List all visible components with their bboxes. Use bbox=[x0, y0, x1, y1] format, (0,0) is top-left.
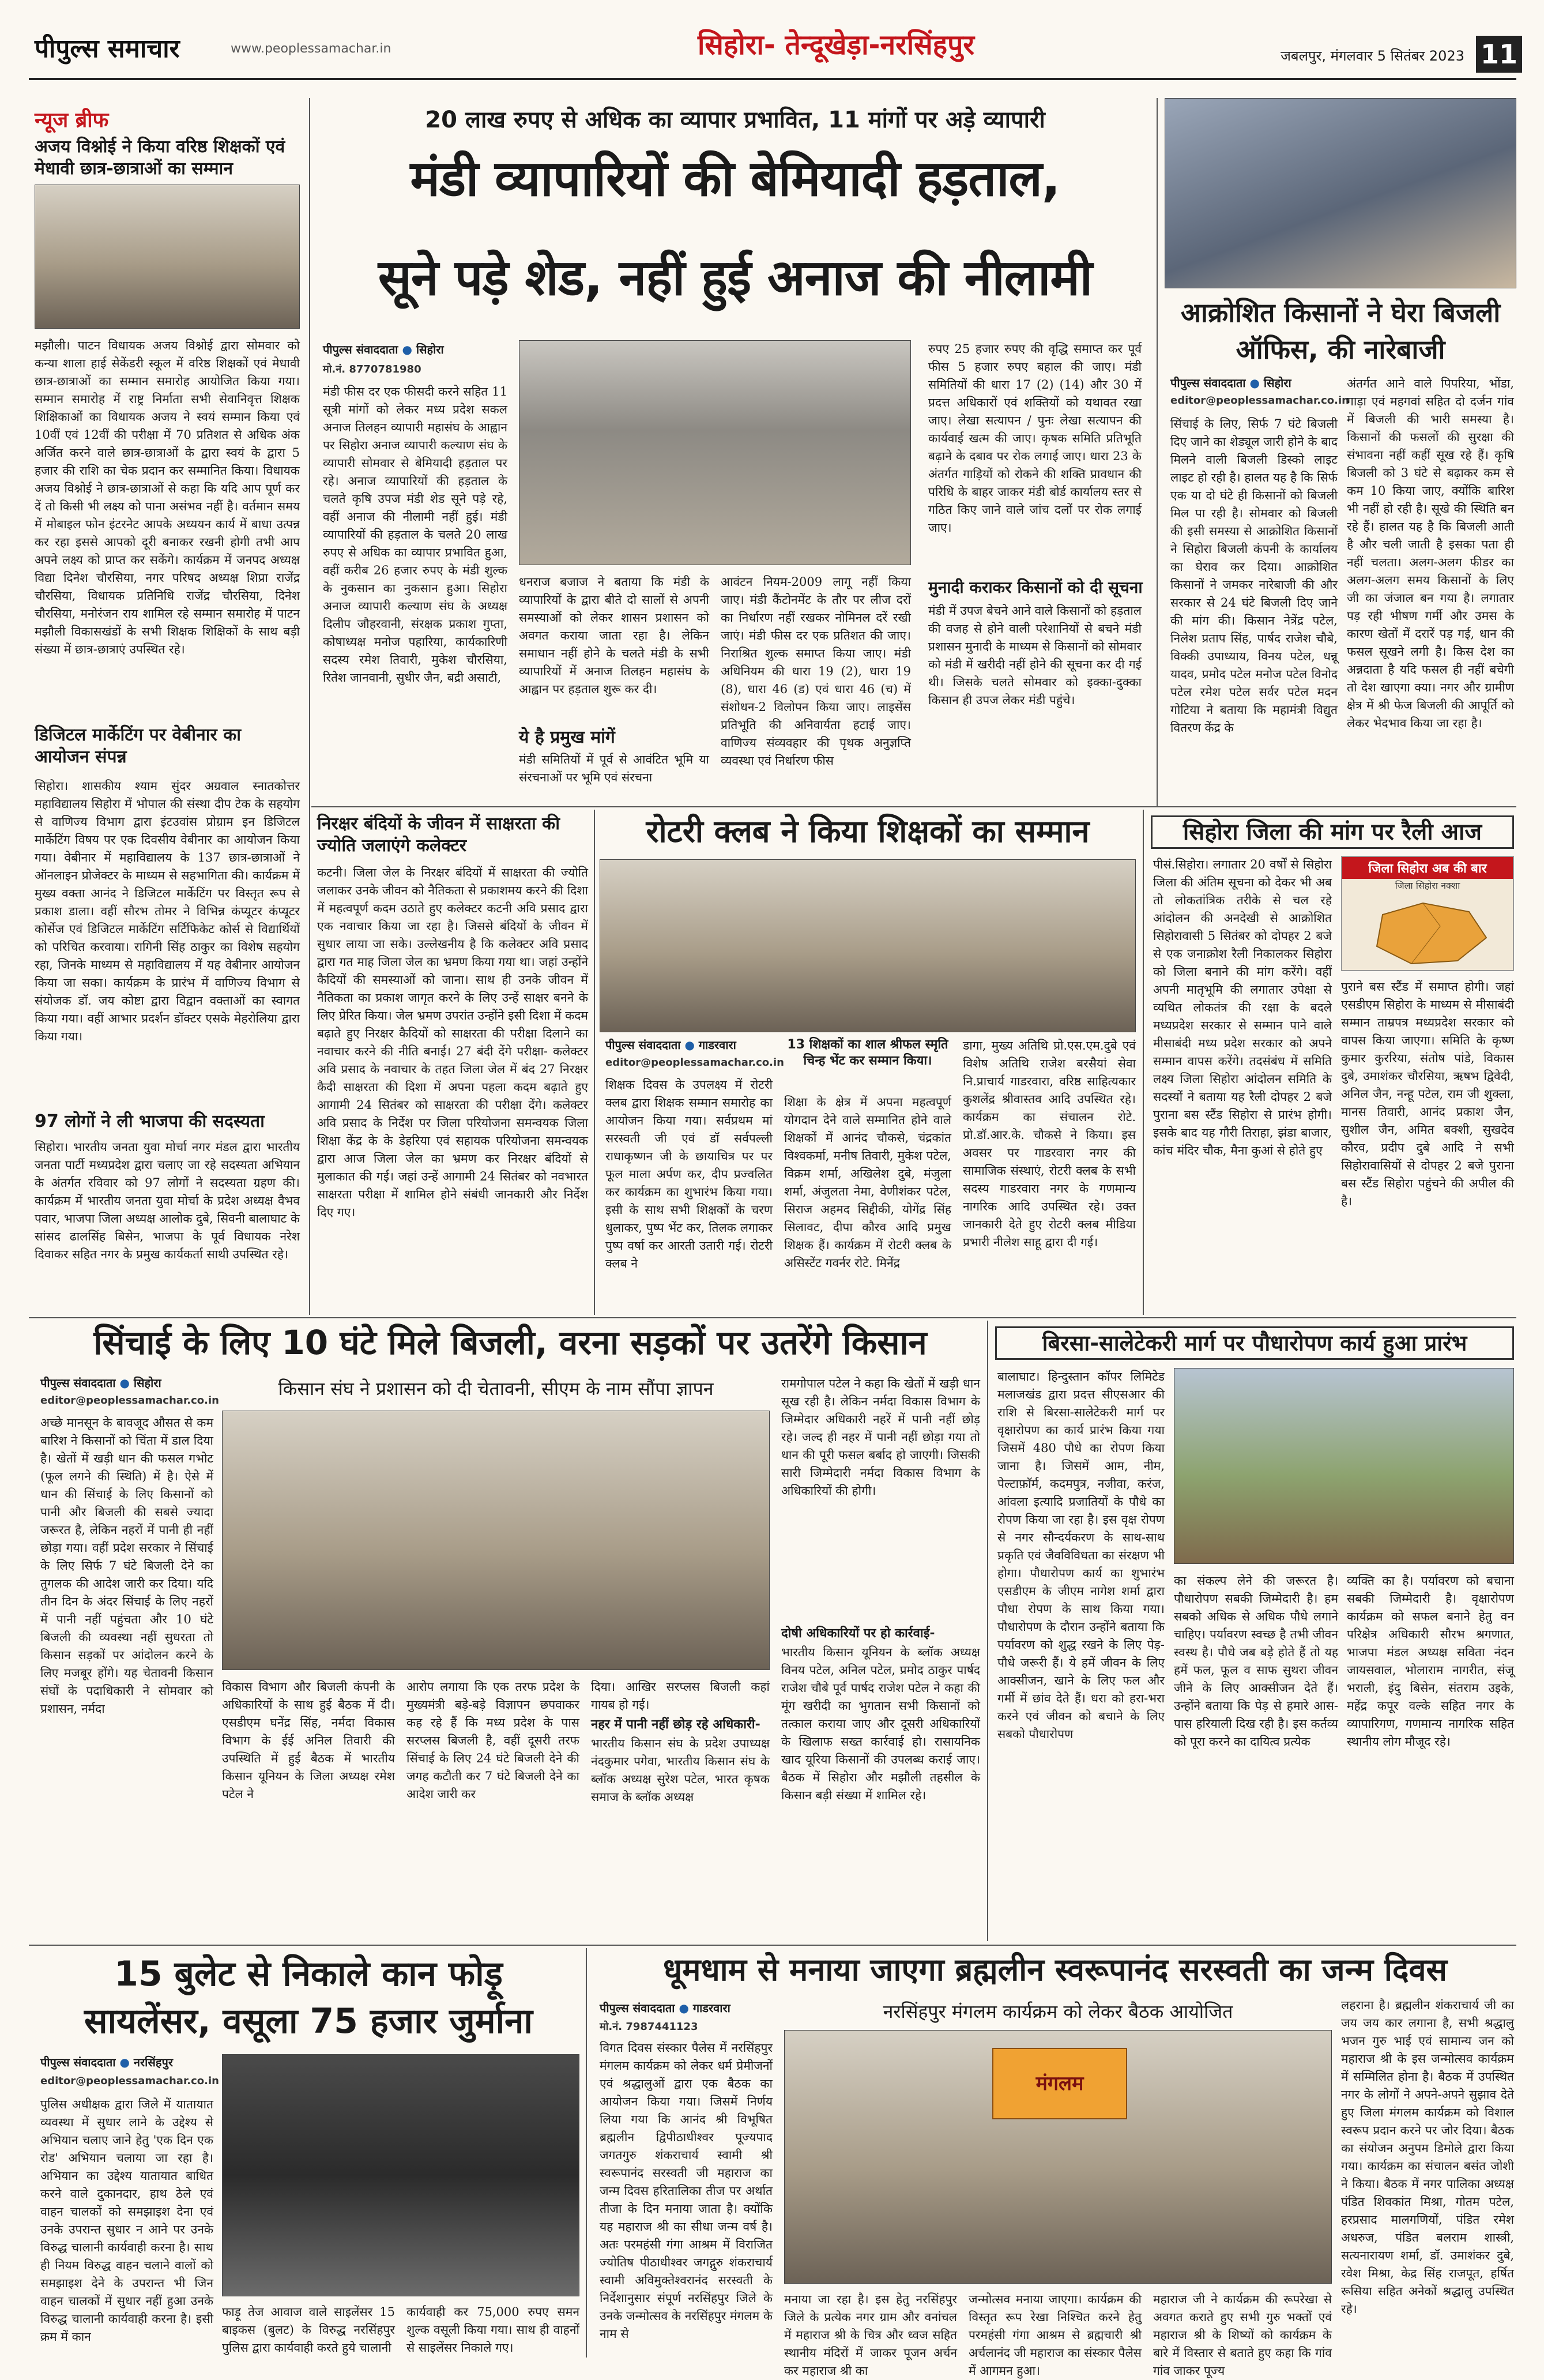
byline-place: सिहोरा bbox=[416, 343, 444, 356]
plantation-column-3: व्यक्ति का है। पर्यावरण को बचाना सबकी जिम्मेदारी है। वृक्षारोपण कार्यक्रम को सफल बनाने हेतु वन परिक्षेत्र अधिकारी सौरभ श्रगणात, भाजपा मंडल अध्यक्ष सविता नंदन जायसवाल, भोलाराम नागरीत, संजू भराली, इंदु बिसेन, संतराम उइके, महेंद्र कपूर वल्के सहित नगर के व्यापारिगण, गणमान्य नागरिक सहित स्थानीय लोग मौजूद रहे। bbox=[1347, 1574, 1514, 1749]
map-banner: जिला सिहोरा अब की बार bbox=[1342, 857, 1513, 879]
bullet-icon: ● bbox=[1249, 376, 1260, 390]
byline-place: नरसिंहपुर bbox=[133, 2055, 173, 2069]
lead-byline bbox=[323, 341, 496, 358]
power-column-2: अंतर्गत आने वाले पिपरिया, भोंडा, गाड़ा एवं महगवां सहित दो दर्जन गांव में बिजली की भारी समस्या है। किसानों की फसलों की सुरक्षा की संभावना नहीं कहीं सूख रहे हैं। कृषि बिजली को 3 घंटे से बढ़ाकर कम से कम 10 किया जाए, क्योंकि बारिश भी नहीं हो रही है। सूखे की स्थिति बन रहे हैं। हालत यह है कि बिजली आती है और चली जाती है इसका पता ही नहीं चलता। अलग-अलग फीडर का अलग-अलग समय किसानों के लिए जी का जंजाल बन गया है। लगातार पड़ रही भीषण गर्मी और उमस के कारण खेतों में दरारें पड़ गई, धान की फसल सूखने लगी है। किस देश का अन्नदाता है यदि फसल ही नहीं बचेगी तो देश खाएगा क्या। नगर और ग्रामीण क्षेत्र में श्री फेज बिजली की आपूर्ति को लेकर भेदभाव किया जा रहा है। bbox=[1347, 377, 1514, 730]
map-shape-icon bbox=[1342, 892, 1513, 972]
prison-body: कटनी। जिला जेल के निरक्षर बंदियों में साक्षरता की ज्योति जलाकर उनके जीवन को नैतिकता से प्रकाशमय करने की दिशा में महत्वपूर्ण कदम उठाते हुए कलेक्टर कटनी अवि प्रसाद द्वारा एक नवाचार किया जा रहा है। जिससे बंदियों के जीवन में सुधार लाया जा सके। उल्लेखनीय है कि कलेक्टर अवि प्रसाद द्वारा गत माह जिला जेल का भ्रमण किया गया था। जहां उन्होंने कैदियों की समस्याओं को जाना। साथ ही उनके जीवन में नैतिकता का प्रकाश जागृत करने के लिए उन्हें साक्षर बनने के लिए प्रेरित किया। जेल भ्रमण उपरांत उन्होंने इसी दिशा में कदम बढ़ाते हुए निरक्षर कैदियों को साक्षरता की परीक्षा दिलाने का नवाचार करने की नीति बनाई। 27 बंदी देंगे परीक्षा- कलेक्टर अवि प्रसाद के नवाचार के तहत जिला जेल में बंद 27 निरक्षर कैदी साक्षरता की दिशा में अपना पहला कदम बढ़ाते हुए आगामी 24 सितंबर को साक्षरता की परीक्षा देंगे। कलेक्टर अवि प्रसाद के निर्देश पर जिला परियोजना समन्वयक जिला शिक्षा केंद्र के के डेहरिया एवं सहायक परियोजना समन्वयक द्वारा आज जिला जेल का भ्रमण कर निरक्षर बंदियों से मुलाकात की गई। जहां उन्हें आगामी 24 सितंबर को नवभारत साक्षरता परीक्षा में शामिल होने संबंधी जानकारी और निर्देश दिए गए। bbox=[317, 866, 588, 1219]
irrigation-email[interactable]: editor@peoplessamachar.co.in bbox=[40, 1394, 219, 1407]
irrigation-column-1: अच्छे मानसून के बावजूद औसत से कम बारिश ने किसानों को चिंता में डाल दिया है। खेतों में खड़ी धान की फसल गभोट (फूल लगने की स्थिति) में है। ऐसे में धान की सिंचाई के लिए किसानों को पानी और बिजली की सबसे ज्यादा जरूरत है, लेकिन नहरों में पानी ही नहीं छोड़ा गया। वहीं प्रदेश सरकार ने सिंचाई के लिए सिर्फ 7 घंटे बिजली देने का तुगलक की आदेश जारी कर दिया। यदि तीन दिन के अंदर सिंचाई के लिए नहरों में पानी नहीं पहुंचता और 10 घंटे बिजली की व्यवस्था नहीं सुधरता तो किसान सड़कों पर आंदोलन करने के लिए मजबूर होंगे। यह चेतावनी किसान संघों के पदाधिकारी ने सोमवार को प्रशासन, नर्मदा bbox=[40, 1416, 213, 1716]
bullet-column-1: पुलिस अधीक्षक द्वारा जिले में यातायात व्यवस्था में सुधार लाने के उद्देश्य से अभियान चलाए जाने हेतु 'एक दिन एक रोड' अभियान चलाया जा रहा है। अभियान का उद्देश्य यातायात बाधित करने वाले दुकानदार, हाथ ठेले एवं वाहन चालकों को समझाइश देना एवं उनके उपरान्त सुधार न आने पर उनके विरुद्ध चालानी कार्यवाही करना है। साथ ही नियम विरुद्ध वाहन चलाने वालों को समझाइश देने के उपरान्त भी जिन वाहन चालकों में सुधार नहीं हुआ उनके विरुद्ध चालानी कार्यवाही करना है। इसी क्रम में कान bbox=[40, 2097, 213, 2344]
lead-mobile: मो.नं. 8770781980 bbox=[323, 363, 421, 375]
brief-body-3: सिहोरा। भारतीय जनता युवा मोर्चा नगर मंडल द्वारा भारतीय जनता पार्टी मध्यप्रदेश द्वारा चलाए जा रहे सदस्यता अभियान के अंतर्गत रविवार को 97 लोगों ने सदस्यता ग्रहण की। कार्यक्रम में भारतीय जनता युवा मोर्चा के प्रदेश अध्यक्ष वैभव पवार, भाजपा जिला अध्यक्ष आलोक दुबे, सिवनी बालाघाट के सांसद ढालसिंह बिसेन, भाजपा के पूर्व विधायक नरेश दिवाकर सहित नगर के प्रमुख कार्यकर्ता साथी उपस्थित रहे। bbox=[35, 1140, 300, 1261]
prison-headline: निरक्षर बंदियों के जीवन में साक्षरता की ज्योति जलाएंगे कलेक्टर bbox=[317, 814, 560, 856]
newspaper-logo: पीपुल्स समाचार bbox=[35, 34, 180, 63]
byline-name: पीपुल्स संवाददाता bbox=[1170, 376, 1246, 390]
bullet-email[interactable]: editor@peoplessamachar.co.in bbox=[40, 2075, 219, 2087]
brief-body-2: सिहोरा। शासकीय श्याम सुंदर अग्रवाल स्नातकोत्तर महाविद्यालय सिहोरा में भोपाल की संस्था दीप टेक के सहयोग से वाणिज्य विभाग द्वारा इंटउवांस प्रोग्राम इन डिजिटल मार्केटिंग विषय पर एक दिवसीय वेबीनार का आयोजन किया गया। वेबीनार में महाविद्यालय के 137 छात्र-छात्राओं ने ऑनलाइन प्रोजेक्टर के माध्यम से सहभागिता की। कार्यक्रम में मुख्य वक्ता आनंद ने डिजिटल मार्केटिंग पर विस्तृत रूप से प्रकाश डाला। वहीं सौरभ तोमर ने विभिन्न कंप्यूटर कंप्यूटर कोर्सेज एवं डिजिटल मार्केटिंग सर्टिफिकेट कोर्स से विद्यार्थियों को परिचित करवाया। रागिनी सिंह ठाकुर का विशेष सहयोग रहा, जिनके माध्यम से महाविद्यालय में यह वेबीनार आयोजन किया जा सका। कार्यक्रम के प्रारंभ में वाणिज्य विभाग से संयोजक डॉ. जय कोष्टा द्वारा विद्वान वक्ताओं का स्वागत किया गया। वहीं आभार प्रदर्शन डॉक्टर एसके मेहरोलिया द्वारा किया गया। bbox=[35, 779, 300, 1043]
irrigation-column-5b: भारतीय किसान यूनियन के ब्लॉक अध्यक्ष विनय पटेल, अनिल पटेल, प्रमोद ठाकुर पार्षद राजेश चौबे पूर्व पार्षद राजेश पटेल ने कहा की मूंग खरीदी का भुगतान सभी किसानों को तत्काल कराया जाए और दूसरी अधिकारियों के खिलाफ सख्त कार्रवाई हो। रासायनिक खाद यूरिया किसानों की उपलब्ध कराई जाए। बैठक में सिहोरा और मझौली तहसील के किसान बड़ी संख्या में शामिल रहे। bbox=[781, 1645, 980, 1802]
swaroop-column-1: विगत दिवस संस्कार पैलेस में नरसिंहपुर मंगलम कार्यक्रम को लेकर धर्म प्रेमीजनों एवं श्रद्धालुओं द्वारा एक बैठक का आयोजन किया गया। जिसमें निर्णय लिया गया कि आनंद श्री विभूषित ब्रह्मलीन द्विपीठाधीश्वर पूज्यपाद जगतगुरु शंकराचार्य स्वामी श्री स्वरूपानंद सरस्वती जी महाराज का जन्म दिवस हरितालिका तीज पर अर्थात तीजा के दिन मनाया जाता है। क्योंकि यह महाराज श्री का सीधा जन्म वर्ष है। अतः परमहंसी गंगा आश्रम में विराजित ज्योतिष पीठाधीश्वर जगद्गुरु शंकराचार्य स्वामी अविमुक्तेश्वरानंद सरस्वती के निर्देशानुसार संपूर्ण नरसिंहपुर जिले के उनके जन्मोत्सव के नरसिंहपुर मंगलम के नाम से bbox=[600, 2041, 773, 2341]
rotary-column-2: शिक्षा के क्षेत्र में अपना महत्वपूर्ण योगदान देने वाले सम्मानित होने वाले शिक्षकों में आनंद चौकसे, चंद्रकांत विश्वकर्मा, मनीष तिवारी, मुकेश पटेल, विक्रम शर्मा, अखिलेश दुबे, मंजुला शर्मा, अंजुलता नेमा, वेणीशंकर पटेल, सिराज अहमद सिद्दीकी, योगेंद्र सिंह सिलावट, दीपा कौरव आदि प्रमुख शिक्षक हैं। कार्यक्रम में रोटरी क्लब के असिस्टेंट गवर्नर रोटे. मिनेंद्र bbox=[784, 1095, 951, 1270]
byline-name: पीपुल्स संवाददाता bbox=[323, 343, 398, 356]
plantation-headline: बिरसा-सालेटेकरी मार्ग पर पौधारोपण कार्य हुआ प्रारंभ bbox=[995, 1326, 1514, 1360]
bullet-byline bbox=[40, 2054, 213, 2070]
rally-column-2: पुराने बस स्टैंड में समाप्त होगी। जहां एसडीएम सिहोरा के माध्यम से मीसाबंदी सम्मान ताम्रपत्र मध्यप्रदेश सरकार को वापस किया जाएगा। समिति के कृष्ण कुमार कुररिया, संतोष पांडे, विकास दुबे, उमाशंकर चौरसिया, ऋषभ द्विवेदी, अनिल जैन, नन्हू पटेल, राम जी शुक्ला, मानस तिवारी, आनंद प्रकाश जैन, सुशील जैन, अमित बक्शी, सुखदेव कौरव, प्रदीप दुबे आदि ने सभी सिहोरावासियों से दोपहर 2 बजे पुराना बस स्टैंड सिहोरा पहुंचने की अपील की है। bbox=[1341, 980, 1514, 1208]
lead-column-4: रुपए 25 हजार रुपए की वृद्धि समाप्त कर पूर्व फीस 5 हजार रुपए बहाल की जाए। मंडी समितियों की धारा 17 (2) (14) और 30 में प्रदत्त अधिकारों एवं शक्तियों को यथावत रखा जाए। लेखा सत्यापन / पुनः लेखा सत्यापन की कार्यवाई खत्म की जाए। कृषक समिति प्रतिभूति बढ़ाने के दबाव पर रोक लगाई जाए। धारा 23 के अंतर्गत गाड़ियों को रोकने की शक्ति प्रावधान की परिधि के बाहर जाकर मंडी बोर्ड कार्यालय स्तर से गठित किए जाने वाले जांच दलों पर रोक लगाई जाए। bbox=[928, 342, 1142, 535]
sihora-district-map bbox=[1341, 856, 1514, 971]
page-number: 11 bbox=[1476, 36, 1522, 73]
bullet-icon: ● bbox=[684, 1038, 695, 1052]
irrigation-column-4: दिया। आखिर सरप्लस बिजली कहां गायब हो गई। bbox=[591, 1680, 770, 1712]
rally-headline: सिहोरा जिला की मांग पर रैली आज bbox=[1151, 815, 1514, 849]
news-brief-tag: न्यूज ब्रीफ bbox=[35, 108, 109, 132]
plantation-photo bbox=[1174, 1368, 1514, 1564]
bullet-icon: ● bbox=[119, 2055, 130, 2069]
section-title: सिहोरा- तेन्दूखेड़ा-नरसिंहपुर bbox=[697, 29, 974, 61]
lead-column-2b: मंडी समितियों में पूर्व से आवंटित भूमि या संरचनाओं पर भूमि एवं संरचना bbox=[519, 753, 709, 784]
rotary-column-3: डागा, मुख्य अतिथि प्रो.एस.एम.दुबे एवं विशेष अतिथि राजेश बरसैयां सेवा नि.प्राचार्य गाडरवारा, वरिष्ठ साहित्यकार कुशलेंद्र श्रीवास्तव आदि उपस्थित रहे। कार्यक्रम का संचालन रोटे. प्रो.डॉ.आर.के. चौकसे ने किया। इस अवसर पर गाडरवारा नगर की सामाजिक संस्थाएं, रोटरी क्लब के सभी सदस्य गाडरवारा नगर के गणमान्य नागरिक आदि उपस्थित रहे। उक्त जानकारी देते हुए रोटरी क्लब मीडिया प्रभारी नीलेश साहू द्वारा दी गई। bbox=[963, 1039, 1136, 1249]
swaroop-column-2: मनाया जा रहा है। इस हेतु नरसिंहपुर जिले के प्रत्येक नगर ग्राम और वनांचल में महाराज श्री के चित्र और ध्वज सहित स्थानीय मंदिरों में जाकर पूजन अर्चन कर महाराज श्री का bbox=[784, 2292, 957, 2378]
rotary-email[interactable]: editor@peoplessamachar.co.in bbox=[605, 1056, 784, 1069]
irrigation-subhead-canal: नहर में पानी नहीं छोड़ रहे अधिकारी- bbox=[591, 1717, 760, 1732]
byline-name: पीपुल्स संवाददाता bbox=[40, 1376, 116, 1390]
bullet-headline-line1: 15 बुलेट से निकाले कान फोड़ू bbox=[114, 1954, 503, 1994]
irrigation-byline bbox=[40, 1375, 213, 1391]
lead-headline-line1: मंडी व्यापारियों की बेमियादी हड़ताल, bbox=[410, 150, 1060, 208]
lead-headline-line2: सूने पड़े शेड, नहीं हुई अनाज की नीलामी bbox=[378, 249, 1093, 307]
lead-column-3: आवंटन नियम-2009 लागू नहीं किया जाए। मंडी कैंटोनमेंट के तौर पर लीज दरों का निर्धारण नहीं रखकर नोमिनल दरें रखी जाएं। मंडी फीस दर एक प्रतिशत की जाए। निराश्रित शुल्क समाप्त किया जाए। मंडी अधिनियम की धारा 19 (2), धारा 19 (8), धारा 46 (ड) एवं धारा 46 (च) में संशोधन-2 विलोपन किया जाए। लाइसेंस प्रतिभूति की अनिवार्यता हटाई जाए। वाणिज्य संव्यवहार की पृथक अनुज्ञप्ति व्यवस्था एवं निर्धारण फीस bbox=[721, 575, 911, 768]
irrigation-headline: सिंचाई के लिए 10 घंटे मिले बिजली, वरना सड़कों पर उतरेंगे किसान bbox=[93, 1323, 927, 1362]
swaroop-byline bbox=[600, 2000, 773, 2016]
rotary-column-1: शिक्षक दिवस के उपलक्ष्य में रोटरी क्लब द्वारा शिक्षक सम्मान समारोह का आयोजन किया गया। सर्वप्रथम मां सरस्वती जी एवं डॉ सर्वपल्ली राधाकृष्णन जी के छायाचित्र पर पर फूल माला अर्पण कर, दीप प्रज्वलित कर कार्यक्रम का शुभारंभ किया गया। इसी के साथ सभी शिक्षकों के चरण धुलाकर, पुष्प भेंट कर, तिलक लगाकर पुष्प वर्षा कर आरती उतारी गई। रोटरी क्लब ने bbox=[605, 1078, 773, 1270]
irrigation-column-2: विकास विभाग और बिजली कंपनी के अधिकारियों के साथ हुई बैठक में दी। एसडीएम घनेंद्र सिंह, नर्मदा विकास विभाग के ईई अनिल तिवारी की उपस्थिति में हुई बैठक में भारतीय किसान यूनियन के जिला अध्यक्ष रमेश पटेल ने bbox=[222, 1680, 395, 1801]
felicitation-photo bbox=[35, 185, 300, 329]
rotary-byline bbox=[605, 1037, 778, 1053]
byline-name: पीपुल्स संवाददाता bbox=[40, 2055, 116, 2069]
lead-column-1: मंडी फीस दर एक फीसदी करने सहित 11 सूत्री मांगों को लेकर मध्य प्रदेश सकल अनाज तिलहन व्यापारी महासंघ के आह्वान पर सिहोरा अनाज व्यापारी कल्याण संघ के व्यापारी सोमवार से बेमियादी हड़ताल पर रहे। अनाज व्यापारियों की हड़ताल के चलते कृषि उपज मंडी शेड सूने पड़े रहे, वहीं अनाज की नीलामी नहीं हुई। मंडी व्यापारियों की हड़ताल के चलते 20 लाख रुपए से अधिक का व्यापार प्रभावित हुआ, वहीं करीब 26 हजार रुपए के मंडी शुल्क के नुकसान का नुकसान हुआ। सिहोरा अनाज व्यापारी कल्याण संघ के अध्यक्ष दिलीप जौहरवानी, संरक्षक प्रकाश गुप्ता, कोषाध्यक्ष मनोज पहारिया, कार्यकारिणी सदस्य रमेश तिवारी, मुकेश चौरसिया, रितेश जानवानी, सुधीर जैन, बद्री असाटी, bbox=[323, 385, 507, 685]
irrigation-subhead-action: दोषी अधिकारियों पर हो कार्रवाई- bbox=[781, 1626, 935, 1641]
rotary-headline: रोटरी क्लब ने किया शिक्षकों का सम्मान bbox=[646, 813, 1090, 849]
bullet-column-2: कार्यवाही कर 75,000 रुपए समन शुल्क वसूली किया गया। साथ ही वाहनों से साइलेंसर निकाले गए। bbox=[406, 2305, 579, 2355]
rally-column-1: पीसं.सिहोरा। लगातार 20 वर्षों से सिहोरा जिला की अंतिम सूचना को देकर भी अब तो लोकतांत्रिक तरीके से चल रहे आंदोलन की अनदेखी से आक्रोशित सिहोरावासी 5 सितंबर को दोपहर 2 बजे से एक जनाक्रोश रैली निकालकर सिहोरा को जिला बनाने की मांग करेंगे। वहीं अपनी मातृभूमि की लगातार उपेक्षा से व्यथित लोकतंत्र की रक्षा के बदले मध्यप्रदेश सरकार से सम्मान पाने वाले मीसाबंदी मध्य प्रदेश सरकार को अपने सम्मान वापस करेंगे। तदसंबंध में समिति लक्ष्य जिला सिहोरा आंदोलन समिति के सदस्यों ने बताया यह रैली दोपहर 2 बजे पुराना बस स्टैंड सिहोरा से प्रारंभ होगी। इसके बाद यह गौरी तिराहा, झंडा बाजार, कांच मंदिर चौक, मैना कुआं से होते हुए bbox=[1153, 858, 1332, 1157]
bullet-icon: ● bbox=[119, 1376, 130, 1390]
seized-bikes-photo bbox=[222, 2054, 579, 2296]
byline-place: गाडरवारा bbox=[692, 2001, 730, 2015]
empty-mandi-shed-photo bbox=[519, 340, 911, 565]
farmers-protest-photo bbox=[1165, 98, 1516, 288]
mangalam-banner: मंगलम bbox=[992, 2048, 1127, 2119]
website-url[interactable]: www.peoplessamachar.in bbox=[231, 42, 391, 56]
lead-kicker: 20 लाख रुपए से अधिक का व्यापार प्रभावित, 11 मांगों पर अड़े व्यापारी bbox=[425, 107, 1045, 133]
swaroop-column-3: जन्मोत्सव मनाया जाएगा। कार्यक्रम की विस्तृत रूप रेखा निश्चित करने हेतु परमहंसी गंगा आश्रम से ब्रह्मचारी श्री अर्चलानंद जी महाराज का संस्कार पैलेस में आगमन हुआ। bbox=[969, 2292, 1142, 2378]
irrigation-column-3: आरोप लगाया कि एक तरफ प्रदेश के मुख्यमंत्री बड़े-बड़े विज्ञापन छपवाकर कह रहे हैं कि मध्य प्रदेश के पास सरप्लस बिजली है, वहीं दूसरी तरफ सिंचाई के लिए 24 घंटे बिजली देने की जगह कटौती कर 7 घंटे बिजली देने का आदेश जारी कर bbox=[406, 1680, 579, 1801]
plantation-column-1: बालाघाट। हिन्दुस्तान कॉपर लिमिटेड मलाजखंड द्वारा प्रदत्त सीएसआर की राशि से बिरसा-सालेटेकरी मार्ग पर वृक्षारोपण का कार्य प्रारंभ किया गया जिसमें 480 पौधे का रोपण किया जाना है। जिसमें आम, नीम, पेल्टाफ़ाॅर्म, कदमपुत्र, नजीवा, करंज, आंवला इत्यादि प्रजातियों के पौधे का रोपण किया जा रहा है। इस वृक्ष रोपण से नगर सौन्दर्यकरण के साथ-साथ प्रकृति एवं जैवविविधता का संरक्षण भी होगा। पौधारोपण कार्य का शुभारंभ एसडीएम के जीएम नागेश शर्मा द्वारा पौधा रोपण के साथ किया गया। पौधारोपण के दौरान उन्होंने बताया कि पर्यावरण को शुद्ध रखने के लिए पेड़-पौधे जरूरी हैं। ये हमें जीवन के लिए आक्सीजन, खाने के लिए फल और गर्मी में छांव देते हैं। धरा को हरा-भरा करने एवं जीवन को बचाने के लिए सबको पौधारोपण bbox=[997, 1370, 1165, 1741]
byline-place: गाडरवारा bbox=[698, 1038, 736, 1052]
byline-place: सिहोरा bbox=[133, 1376, 161, 1390]
rotary-caption: 13 शिक्षकों का शाल श्रीफल स्मृति चिन्ह भेंट कर सम्मान किया। bbox=[787, 1037, 948, 1068]
swaroop-subheadline: नरसिंहपुर मंगलम कार्यक्रम को लेकर बैठक आयोजित bbox=[883, 2001, 1233, 2022]
lead-column-2: धनराज बजाज ने बताया कि मंडी के व्यापारियों के द्वारा बीते दो सालों से अपनी समस्याओं को लेकर शासन प्रशासन को अवगत कराया जाता रहा है। लेकिन समाधान नहीं होने के चलते मंडी के सभी व्यापारियों में अनाज तिलहन महासंघ के आह्वान पर हड़ताल शुरू कर दी। bbox=[519, 575, 709, 696]
byline-name: पीपुल्स संवाददाता bbox=[605, 1038, 681, 1052]
meeting-photo bbox=[222, 1411, 770, 1670]
power-email[interactable]: editor@peoplessamachar.co.in bbox=[1170, 394, 1349, 407]
swaroop-column-5: लहराना है। ब्रह्मलीन शंकराचार्य जी का जय जय कार लगाना है, सभी श्रद्धालु भजन गुरु भाई एवं सामान्य जन को महाराज श्री के इस जन्मोत्सव कार्यक्रम में सम्मिलित होना है। बैठक में उपस्थित नगर के लोगों ने अपने-अपने सुझाव देते हुए जिला मंगलम कार्यक्रम को विशाल स्वरूप प्रदान करने पर जोर दिया। बैठक का संयोजन अनुपम डिमोले द्वारा किया गया। कार्यक्रम का संचालन बसंत जोशी ने किया। बैठक में नगर पालिका अध्यक्ष पंडित शिवकांत मिश्रा, गोतम पटेल, हरप्रसाद मालगणियों, पंडित रमेश अधरुज, पंडित बलराम शास्त्री, सत्यनारायण शर्मा, डॉ. उमाशंकर दुबे, रवेश मिश्रा, केद्र सिंह राजपूत, हर्षित रूसिया सहित अनेकों श्रद्धालु उपस्थित रहे। bbox=[1341, 1998, 1514, 2316]
map-sublabel: जिला सिहोरा नक्शा bbox=[1395, 880, 1460, 891]
power-byline bbox=[1170, 375, 1343, 391]
swaroop-headline: धूमधाम से मनाया जाएगा ब्रह्मलीन स्वरूपानंद सरस्वती का जन्म दिवस bbox=[662, 1952, 1448, 1988]
brief-headline-2: डिजिटल मार्केटिंग पर वेबीनार का आयोजन संपन्न bbox=[35, 725, 242, 767]
swaroop-column-4: महाराज जी ने कार्यक्रम की रूपरेखा से अवगत कराते हुए सभी गुरु भक्तों एवं महाराज श्री के शिष्यों को कार्यक्रम के बारे में विस्तार से बताते हुए कहा कि गांव गांव जाकर पूज्य bbox=[1153, 2292, 1332, 2378]
irrigation-column-4b: भारतीय किसान संघ के प्रदेश उपाध्यक्ष नंदकुमार पगेवा, भारतीय किसान संघ के ब्लॉक अध्यक्ष सुरेश पटेल, भारत कृषक समाज के ब्लॉक अध्यक्ष bbox=[591, 1736, 770, 1804]
swaroop-meeting-photo bbox=[784, 2030, 1332, 2284]
byline-place: सिहोरा bbox=[1263, 376, 1291, 390]
plantation-column-2: का संकल्प लेने की जरूरत है। पौधारोपण सबकी जिम्मेदारी है। हम सबको अधिक से अधिक पौधे लगाने चाहिए। पर्यावरण स्वच्छ है तभी जीवन स्वस्थ है। पौधे जब बड़े होते हैं तो यह हमें फल, फूल व साफ सुथरा जीवन जीने के लिए आक्सीजन देते हैं। उन्होंने बताया कि पेड़ से हमारे आस-पास हरियाली दिख रही है। इस कर्तव्य को पूरा करने का दायित्व प्रत्येक bbox=[1174, 1574, 1338, 1749]
bullet-headline-line2: सायलेंसर, वसूला 75 हजार जुर्माना bbox=[84, 2001, 533, 2041]
lead-column-4b: मंडी में उपज बेचने आने वाले किसानों को हड़ताल की वजह से होने वाली परेशानियों से बचने मंडी प्रशासन मुनादी के माध्यम से किसानों को सोमवार को मंडी में खरीदी नहीं होने की सूचना कर दी गई थी। जिसके चलते सोमवार को इक्का-दुक्का किसान ही उपज लेकर मंडी पहुंचे। bbox=[928, 604, 1142, 707]
bullet-icon: ● bbox=[679, 2001, 689, 2015]
lead-subhead-demands: ये है प्रमुख मांगें bbox=[519, 727, 615, 747]
swaroop-mobile: मो.नं. 7987441123 bbox=[600, 2021, 698, 2033]
rotary-group-photo bbox=[600, 859, 1136, 1032]
irrigation-column-5: रामगोपाल पटेल ने कहा कि खेतों में खड़ी धान सूख रही है। लेकिन नर्मदा विकास विभाग के जिम्मेदार अधिकारी नहरें में पानी नहीं छोड़ रहे। जल्द ही नहर में पानी नहीं छोड़ा गया तो धान की पूरी फसल बर्बाद हो जाएगी। जिसकी सारी जिम्मेदारी नर्मदा विकास विभाग के अधिकारियों की होगी। bbox=[781, 1377, 980, 1498]
byline-name: पीपुल्स संवाददाता bbox=[600, 2001, 675, 2015]
lead-subhead-notice: मुनादी कराकर किसानों को दी सूचना bbox=[928, 578, 1143, 597]
bullet-icon: ● bbox=[402, 343, 412, 356]
irrigation-subheadline: किसान संघ ने प्रशासन को दी चेतावनी, सीएम के नाम सौंपा ज्ञापन bbox=[278, 1378, 714, 1400]
bullet-caption: फाड़ू तेज आवाज वाले साइलेंसर 15 बाइकस (बुलट) के विरुद्ध नरसिंहपुर पुलिस द्वारा कार्यवाही करते हुये चालानी bbox=[222, 2305, 395, 2355]
brief-headline-1: अजय विश्नोई ने किया वरिष्ठ शिक्षकों एवं मेधावी छात्र-छात्राओं का सम्मान bbox=[35, 137, 285, 179]
brief-body-1: मझौली। पाटन विधायक अजय विश्नोई द्वारा सोमवार को कन्या शाला हाई सेकेंडरी स्कूल में वरिष्ठ शिक्षकों एवं मेधावी छात्र-छात्राओं का सम्मान समारोह आयोजित किया गया। सम्मान समारोह में राष्ट्र निर्माता सभी सेवानिवृत्त शिक्षक शिक्षिकाओं का विधायक अजय ने स्वयं सम्मान किया एवं 10वीं एवं 12वीं की परीक्षा में 70 प्रतिशत से अधिक अंक अर्जित करने वाले छात्र-छात्राओं के द्वारा स्वयं के द्वारा 5 हजार की राशि का चेक प्रदान कर सम्मानित किया। विधायक अजय विश्नोई ने छात्र-छात्राओं से कहा कि यदि आप पूर्ण कर दें तो किसी भी लक्ष्य को पाना असंभव नहीं है। वर्तमान समय में मोबाइल फोन इंटरनेट आपके अध्ययन कार्य में बाधा उत्पन्न कर रहा इससे आपको दूरी बनाकर रखनी होगी तभी आप अपने लक्ष्य को प्राप्त कर सकेंगे। कार्यक्रम में जनपद अध्यक्ष विद्या दिनेश चौरसिया, नगर परिषद अध्यक्ष शिप्रा राजेंद्र चौरसिया, विधायक प्रतिनिधि राजेंद्र चौरसिया, दिनेश चौरसिया, मनोरंजन राय शामिल रहे सम्मान समारोह में पाटन मझौली विकासखंडों के सभी शिक्षक शिक्षिकों के साथ बड़ी संख्या में छात्र-छात्राएं उपस्थित रहे। bbox=[35, 339, 300, 656]
power-headline: आक्रोशित किसानों ने घेरा बिजली ऑफिस, की नारेबाजी bbox=[1180, 297, 1501, 365]
issue-date: जबलपुर, मंगलवार 5 सितंबर 2023 bbox=[1281, 48, 1464, 64]
brief-headline-3: 97 लोगों ने ली भाजपा की सदस्यता bbox=[35, 1111, 265, 1131]
power-column-1: सिंचाई के लिए, सिर्फ 7 घंटे बिजली दिए जाने का शेड्यूल जारी होने के बाद मिलने वाली बिजली डिस्को लाइट लाइट हो रही है। हालत यह है कि सिर्फ एक या दो घंटे ही किसानों को बिजली मिल पा रही है। सोमवार को बिजली की इसी समस्या से आक्रोशित किसानों ने सिहोरा बिजली कंपनी के कार्यालय का घेराव कर दिया। आक्रोशित किसानों ने जमकर नारेबाजी की और सरकार से 24 घंटे बिजली दिए जाने की मांग की। किसान नेत्रेंद्र पटेल, निलेश प्रताप सिंह, पार्षद राजेश चौबे, विक्की उपाध्याय, विनय पटेल, धन्नू यादव, प्रमोद पटेल मनोज पटेल विनोद पटेल रमेश पटेल सर्वर पटेल मदन गोटिया ने बताया कि महामंत्री विद्युत वितरण केंद्र के bbox=[1170, 417, 1338, 735]
